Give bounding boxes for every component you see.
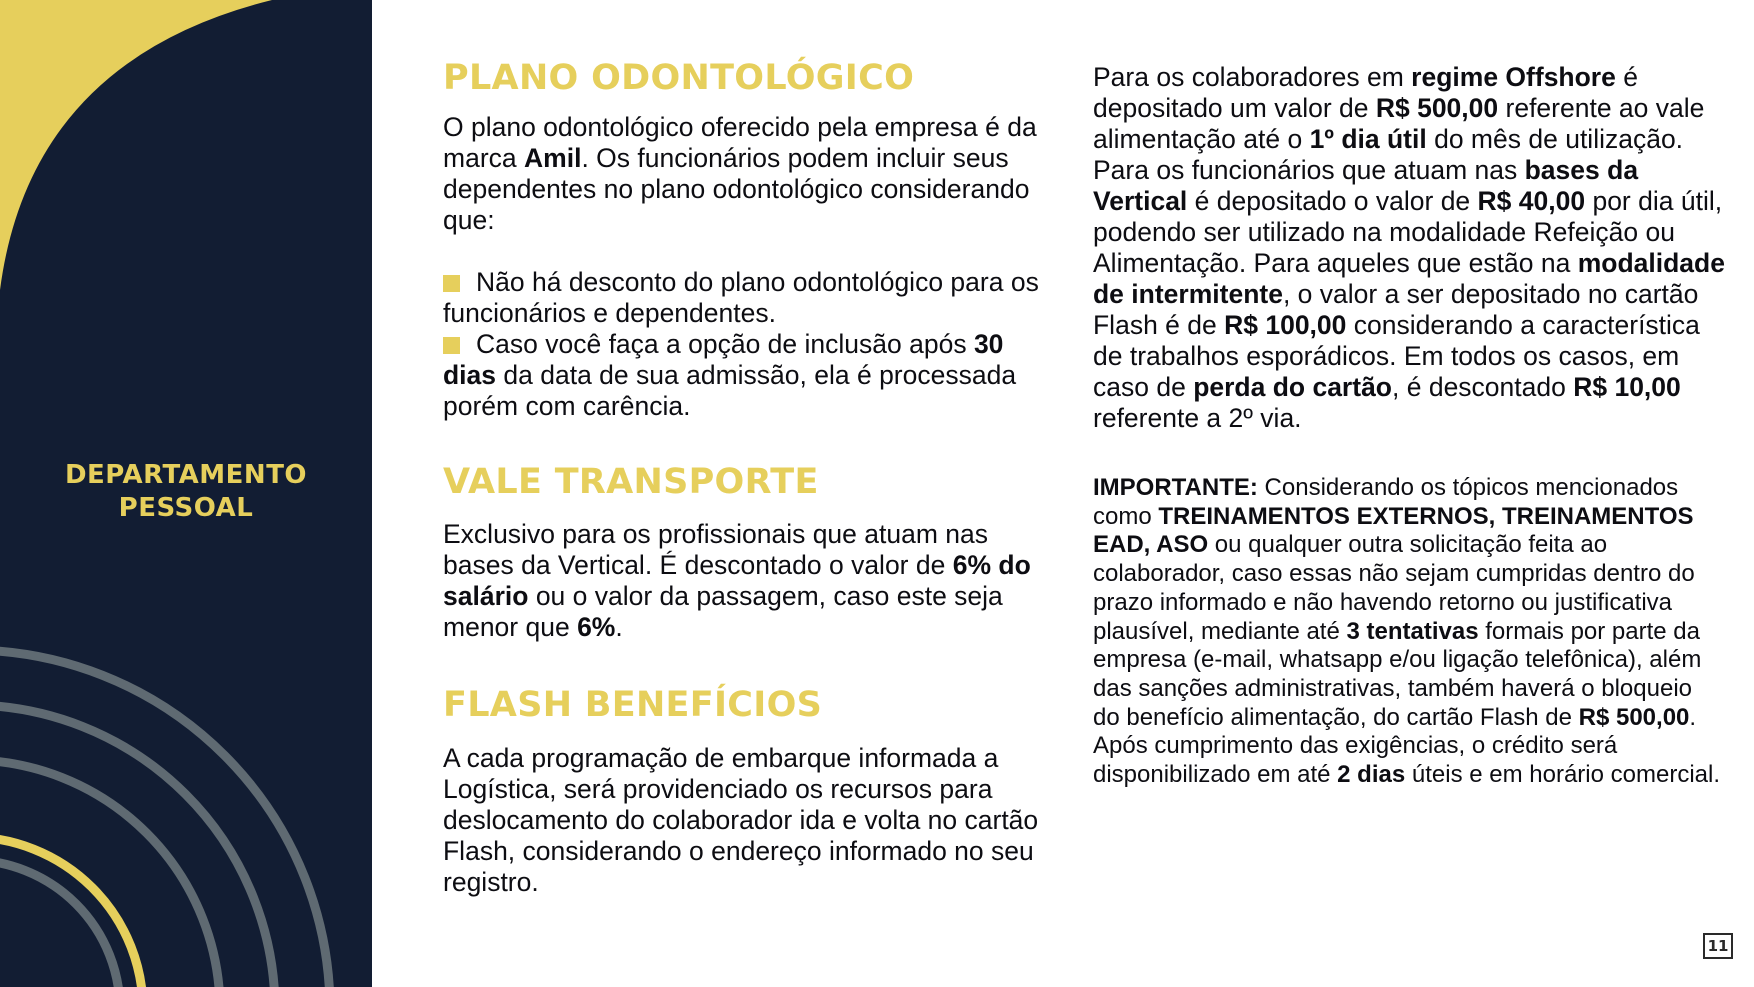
list-item: Não há desconto do plano odontológico para os funcionários e dependentes.: [443, 267, 1039, 328]
heading-plano-odontologico: PLANO ODONTOLÓGICO: [443, 58, 915, 98]
yellow-arc: [0, 837, 143, 987]
importante-paragraph: IMPORTANTE: Considerando os tópicos mencionados como TREINAMENTOS EXTERNOS, TREINAMENTOS EAD, ASO ou qualquer outra solicitação feita ao colaborador, caso essas não sejam cumpridas dentro do prazo informado e não havendo retorno ou justificativa plausível, mediante até 3 tentativas formais por parte da empresa (e-mail, whatsapp e/ou ligação telefônica), além das sanções administrativas, também haverá o bloqueio do benefício alimentação, do cartão Flash de R$ 500,00. Após cumprimento das exigências, o crédito será disponibilizado em até 2 dias úteis e em horário comercial.: [1093, 474, 1720, 789]
section-vale-transporte: [443, 462, 1053, 643]
list-item: Caso você faça a opção de inclusão após 30 dias da data de sua admissão, ela é processada porém com carência.: [443, 329, 1017, 421]
department-title-line1: DEPARTAMENTO: [64, 460, 308, 490]
gray-arc-outer: [0, 650, 330, 987]
bullet-square-icon: [443, 275, 460, 292]
bullet-square-icon: [443, 337, 460, 354]
section-flash-beneficios: [443, 685, 1053, 898]
gray-arc-small: [0, 860, 120, 987]
left-column: [443, 58, 1053, 898]
heading-vale-transporte: VALE TRANSPORTE: [443, 462, 819, 502]
right-column: [1093, 62, 1725, 790]
sidebar-panel: [0, 0, 372, 987]
section-plano-odontologico: [443, 58, 1053, 422]
department-title: [0, 459, 372, 525]
plano-odontologico-list: [443, 267, 1053, 422]
yellow-corner-shape: [0, 0, 272, 290]
department-title-line2: PESSOAL: [118, 493, 254, 523]
vale-transporte-text: Exclusivo para os profissionais que atuam nas bases da Vertical. É descontado o valor de 6% do salário ou o valor da passagem, caso este seja menor que 6%.: [443, 519, 1031, 642]
offshore-paragraph: Para os colaboradores em regime Offshore é depositado um valor de R$ 500,00 referente ao vale alimentação até o 1º dia útil do mês de utilização. Para os funcionários que atuam nas bases da Vertical é depositado o valor de R$ 40,00 por dia útil, podendo ser utilizado na modalidade Refeição ou Alimentação. Para aqueles que estão na modalidade de intermitente, o valor a ser depositado no cartão Flash é de R$ 100,00 considerando a característica de trabalhos esporádicos. Em todos os casos, em caso de perda do cartão, é descontado R$ 10,00 referente a 2º via.: [1093, 62, 1725, 433]
page-number: 11: [1703, 933, 1733, 959]
gray-arc-middle: [0, 705, 275, 987]
plano-odontologico-intro: O plano odontológico oferecido pela empresa é da marca Amil. Os funcionários podem incluir seus dependentes no plano odontológico considerando que:: [443, 112, 1037, 235]
importante-label: IMPORTANTE:: [1093, 474, 1258, 501]
heading-flash-beneficios: FLASH BENEFÍCIOS: [443, 685, 823, 725]
flash-beneficios-text: A cada programação de embarque informada a Logística, será providenciado os recursos para deslocamento do colaborador ida e volta no cartão Flash, considerando o endereço informado no seu registro.: [443, 743, 1039, 897]
